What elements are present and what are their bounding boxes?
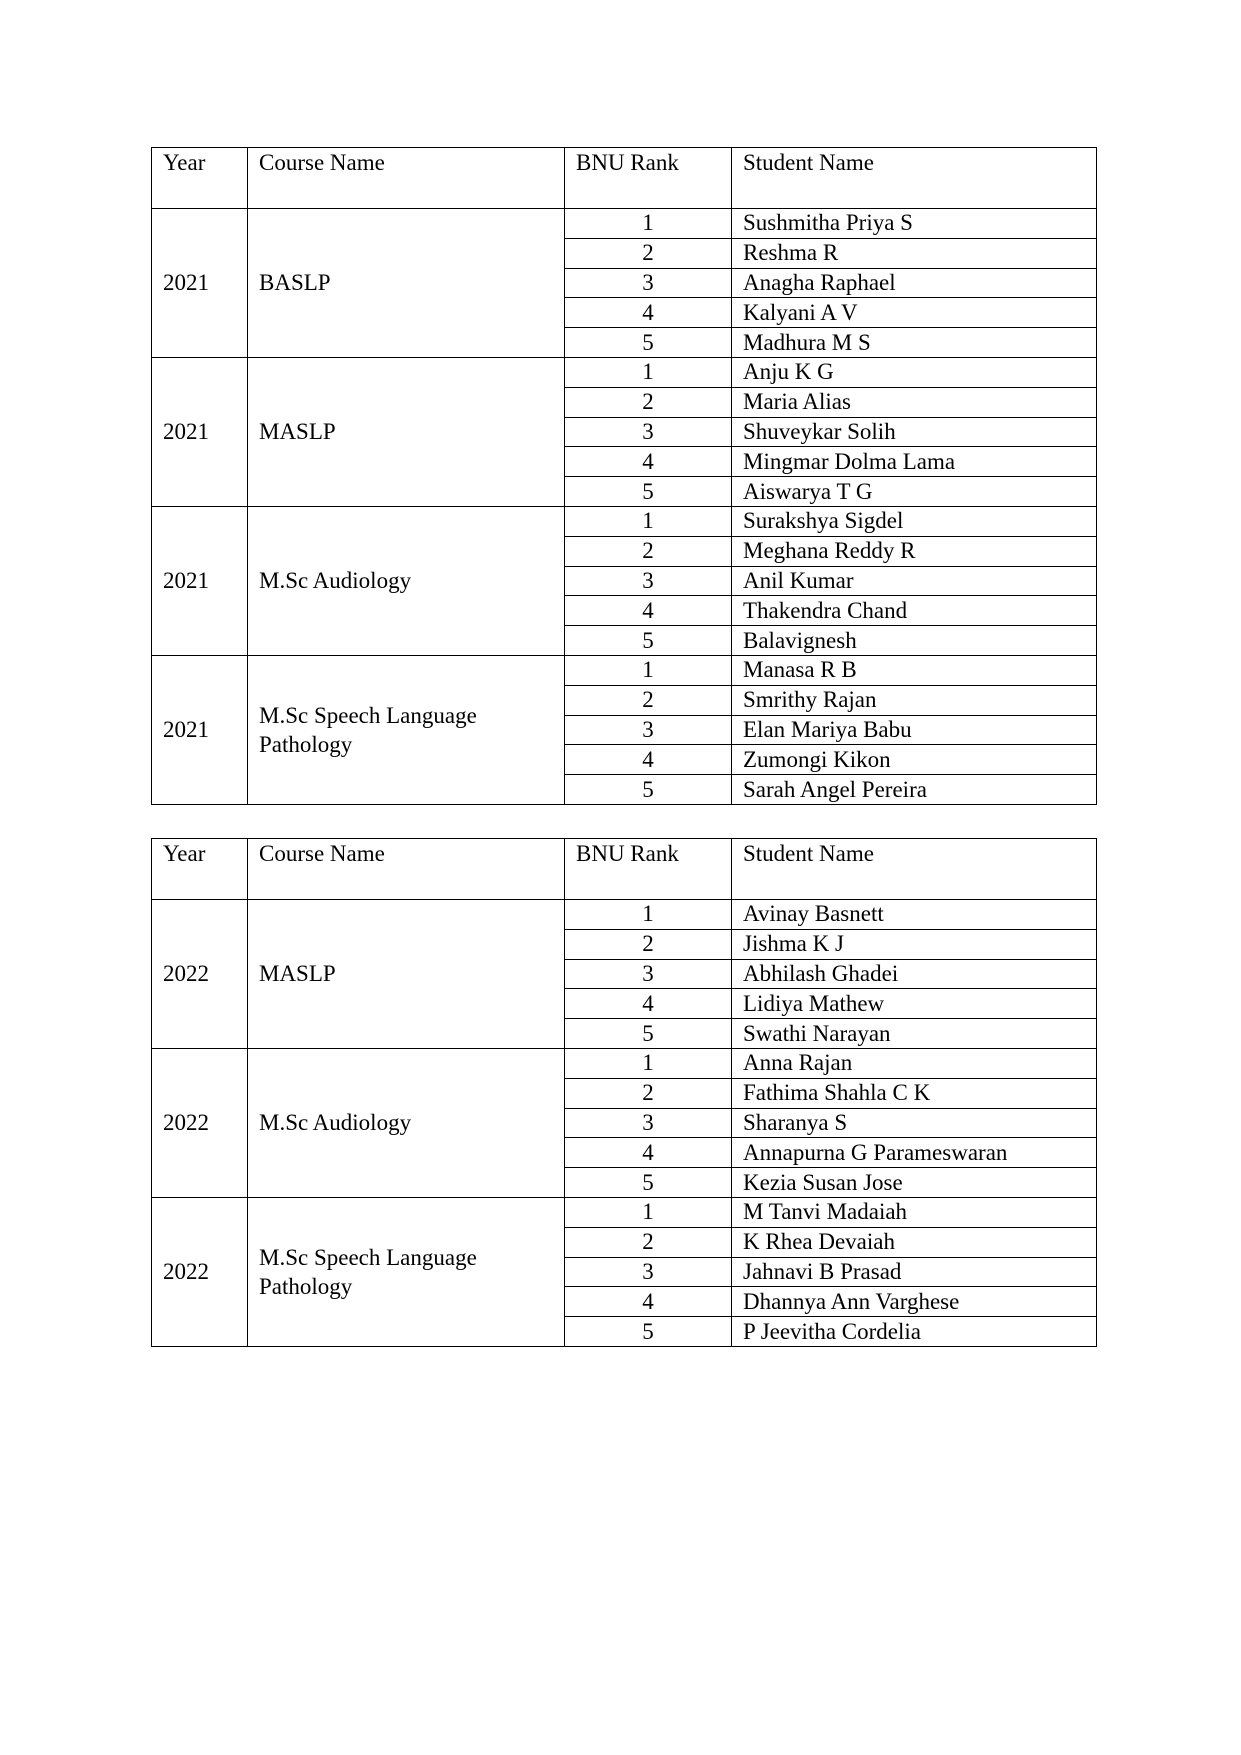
student-name-cell: Anagha Raphael <box>732 268 1097 298</box>
student-name-cell: Jishma K J <box>732 929 1097 959</box>
year-cell: 2021 <box>152 209 248 358</box>
course-name-cell <box>248 655 565 804</box>
rank-cell: 5 <box>565 1168 732 1198</box>
table-row <box>152 655 1097 685</box>
rank-cell: 5 <box>565 328 732 358</box>
course-name-cell <box>248 506 565 655</box>
year-cell: 2022 <box>152 1197 248 1346</box>
rank-cell: 2 <box>565 1078 732 1108</box>
rank-cell: 2 <box>565 238 732 268</box>
year-cell: 2021 <box>152 506 248 655</box>
student-name-cell: Sarah Angel Pereira <box>732 775 1097 805</box>
student-name-cell: Mingmar Dolma Lama <box>732 447 1097 477</box>
rank-cell: 2 <box>565 536 732 566</box>
student-name-cell: Swathi Narayan <box>732 1019 1097 1049</box>
year-cell: 2021 <box>152 655 248 804</box>
student-name-cell: K Rhea Devaiah <box>732 1227 1097 1257</box>
student-name-cell: Balavignesh <box>732 626 1097 656</box>
student-name-cell: Surakshya Sigdel <box>732 506 1097 536</box>
rank-cell: 4 <box>565 298 732 328</box>
table-row <box>152 357 1097 387</box>
student-name-cell: Anna Rajan <box>732 1048 1097 1078</box>
student-name-cell: Shuveykar Solih <box>732 417 1097 447</box>
rank-cell: 4 <box>565 1138 732 1168</box>
table-row <box>152 900 1097 930</box>
header-year: Year <box>152 839 248 900</box>
table-header-row <box>152 839 1097 900</box>
course-name-text: M.Sc Audiology <box>259 568 412 594</box>
table-body <box>152 900 1097 1347</box>
rank-cell: 1 <box>565 209 732 239</box>
rank-cell: 3 <box>565 959 732 989</box>
rank-cell: 5 <box>565 626 732 656</box>
course-name-cell <box>248 357 565 506</box>
student-name-cell: Madhura M S <box>732 328 1097 358</box>
rank-cell: 2 <box>565 387 732 417</box>
student-name-cell: Manasa R B <box>732 655 1097 685</box>
table-header-row <box>152 148 1097 209</box>
rank-cell: 3 <box>565 566 732 596</box>
header-student-name: Student Name <box>732 839 1097 900</box>
year-cell: 2022 <box>152 1048 248 1197</box>
header-course-name: Course Name <box>248 148 565 209</box>
rank-cell: 4 <box>565 596 732 626</box>
student-name-cell: Jahnavi B Prasad <box>732 1257 1097 1287</box>
student-name-cell: Maria Alias <box>732 387 1097 417</box>
rank-cell: 3 <box>565 417 732 447</box>
student-name-cell: Elan Mariya Babu <box>732 715 1097 745</box>
student-name-cell: Avinay Basnett <box>732 900 1097 930</box>
rank-cell: 5 <box>565 775 732 805</box>
student-name-cell: Abhilash Ghadei <box>732 959 1097 989</box>
course-name-cell <box>248 209 565 358</box>
rank-cell: 4 <box>565 989 732 1019</box>
rank-cell: 1 <box>565 1197 732 1227</box>
header-bnu-rank: BNU Rank <box>565 148 732 209</box>
rank-cell: 2 <box>565 1227 732 1257</box>
year-cell: 2021 <box>152 357 248 506</box>
student-name-cell: Sushmitha Priya S <box>732 209 1097 239</box>
table-row <box>152 209 1097 239</box>
rank-table-2021 <box>151 147 1097 805</box>
course-name-text: M.Sc Speech Language Pathology <box>259 1244 477 1299</box>
student-name-cell: Smrithy Rajan <box>732 685 1097 715</box>
student-name-cell: Kezia Susan Jose <box>732 1168 1097 1198</box>
rank-cell: 1 <box>565 900 732 930</box>
year-cell: 2022 <box>152 900 248 1049</box>
student-name-cell: Meghana Reddy R <box>732 536 1097 566</box>
table-row <box>152 506 1097 536</box>
student-name-cell: Annapurna G Parameswaran <box>732 1138 1097 1168</box>
rank-cell: 3 <box>565 1108 732 1138</box>
student-name-cell: Dhannya Ann Varghese <box>732 1287 1097 1317</box>
student-name-cell: Reshma R <box>732 238 1097 268</box>
rank-cell: 4 <box>565 447 732 477</box>
rank-cell: 1 <box>565 1048 732 1078</box>
student-name-cell: Fathima Shahla C K <box>732 1078 1097 1108</box>
student-name-cell: Aiswarya T G <box>732 477 1097 507</box>
course-name-cell <box>248 900 565 1049</box>
student-name-cell: Anil Kumar <box>732 566 1097 596</box>
student-name-cell: P Jeevitha Cordelia <box>732 1317 1097 1347</box>
student-name-cell: Kalyani A V <box>732 298 1097 328</box>
header-course-name: Course Name <box>248 839 565 900</box>
course-name-text: M.Sc Speech Language Pathology <box>259 702 477 757</box>
student-name-cell: Anju K G <box>732 357 1097 387</box>
rank-cell: 5 <box>565 1019 732 1049</box>
student-name-cell: Sharanya S <box>732 1108 1097 1138</box>
rank-cell: 3 <box>565 1257 732 1287</box>
student-name-cell: Thakendra Chand <box>732 596 1097 626</box>
rank-cell: 5 <box>565 477 732 507</box>
rank-cell: 4 <box>565 745 732 775</box>
course-name-text: BASLP <box>259 270 331 296</box>
course-name-text: M.Sc Audiology <box>259 1110 412 1136</box>
rank-cell: 3 <box>565 268 732 298</box>
header-year: Year <box>152 148 248 209</box>
rank-cell: 5 <box>565 1317 732 1347</box>
rank-cell: 4 <box>565 1287 732 1317</box>
rank-cell: 3 <box>565 715 732 745</box>
course-name-text: MASLP <box>259 961 336 987</box>
rank-cell: 1 <box>565 655 732 685</box>
rank-table-2022 <box>151 838 1097 1347</box>
header-student-name: Student Name <box>732 148 1097 209</box>
course-name-text: MASLP <box>259 419 336 445</box>
rank-cell: 2 <box>565 929 732 959</box>
header-bnu-rank: BNU Rank <box>565 839 732 900</box>
table-row <box>152 1197 1097 1227</box>
course-name-cell <box>248 1048 565 1197</box>
student-name-cell: Lidiya Mathew <box>732 989 1097 1019</box>
student-name-cell: Zumongi Kikon <box>732 745 1097 775</box>
table-body <box>152 209 1097 805</box>
rank-cell: 1 <box>565 506 732 536</box>
student-name-cell: M Tanvi Madaiah <box>732 1197 1097 1227</box>
rank-cell: 2 <box>565 685 732 715</box>
course-name-cell <box>248 1197 565 1346</box>
rank-cell: 1 <box>565 357 732 387</box>
table-row <box>152 1048 1097 1078</box>
